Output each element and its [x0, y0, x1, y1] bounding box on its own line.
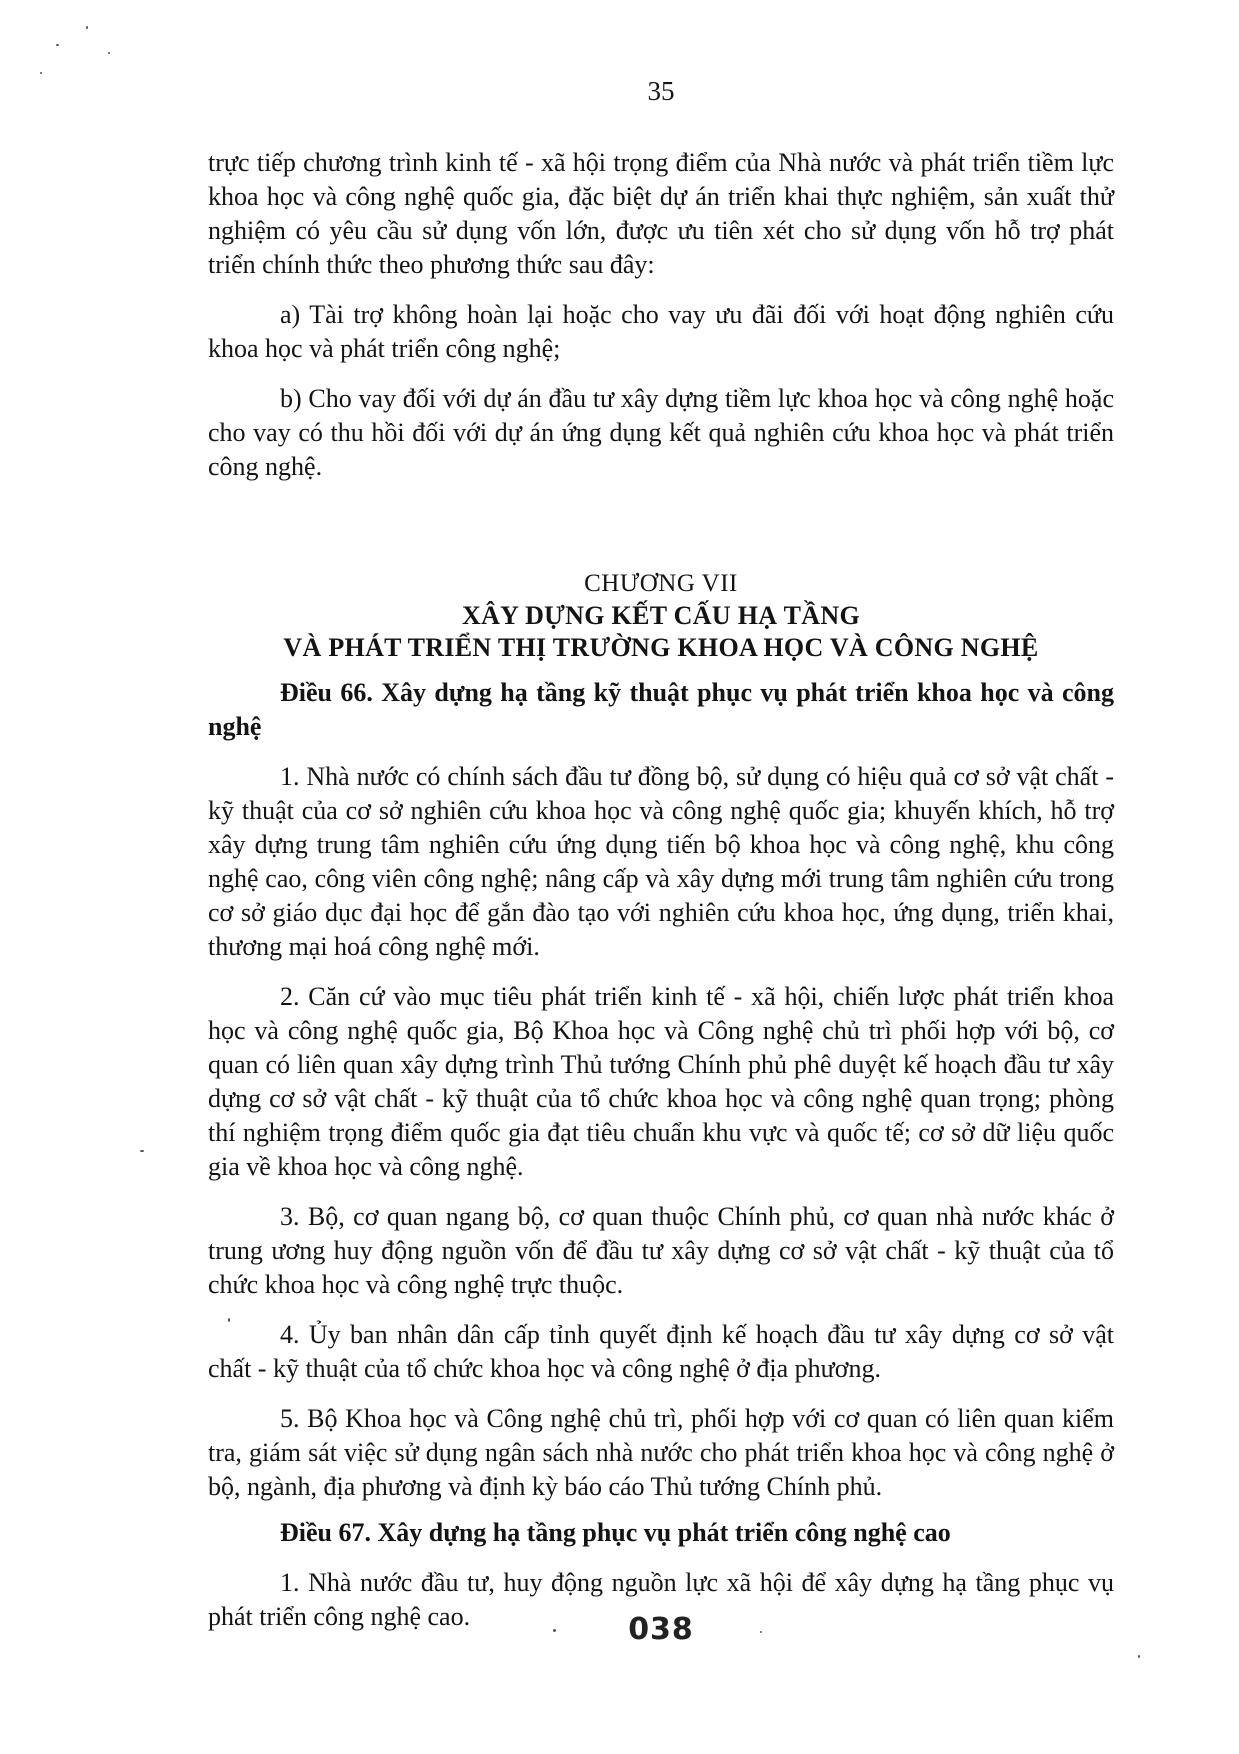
scan-speck: [108, 52, 110, 54]
article-66-heading: Điều 66. Xây dựng hạ tầng kỹ thuật phục vụ phát triển khoa học và công nghệ: [208, 678, 1114, 741]
scan-speck: [228, 1318, 230, 1322]
article-66-clause-5: 5. Bộ Khoa học và Công nghệ chủ trì, phối hợp với cơ quan có liên quan kiểm tra, giám sát việc sử dụng ngân sách nhà nước cho phát triển khoa học và công nghệ ở bộ, ngành, địa phương và định kỳ báo cáo Thủ tướng Chính phủ.: [208, 1404, 1114, 1501]
article-67-heading: Điều 67. Xây dựng hạ tầng phục vụ phát triển công nghệ cao: [280, 1518, 951, 1547]
page-stamp-number: 038: [628, 1612, 694, 1647]
scan-speck: [40, 72, 42, 74]
chapter-header: [208, 568, 1114, 664]
article-66-clause-3: 3. Bộ, cơ quan ngang bộ, cơ quan thuộc Chính phủ, cơ quan nhà nước khác ở trung ương huy động nguồn vốn để đầu tư xây dựng cơ sở vật chất - kỹ thuật của tổ chức khoa học và công nghệ trực thuộc.: [208, 1202, 1114, 1299]
scan-speck: [56, 44, 59, 46]
paragraph-continuation: trực tiếp chương trình kinh tế - xã hội trọng điểm của Nhà nước và phát triển tiềm lực khoa học và công nghệ quốc gia, đặc biệt dự án triển khai thực nghiệm, sản xuất thử nghiệm có yêu cầu sử dụng vốn lớn, được ưu tiên xét cho sử dụng vốn hỗ trợ phát triển chính thức theo phương thức sau đây:: [208, 148, 1114, 279]
page-number: 35: [647, 76, 675, 106]
article-66-clause-2: 2. Căn cứ vào mục tiêu phát triển kinh tế - xã hội, chiến lược phát triển khoa học và công nghệ quốc gia, Bộ Khoa học và Công nghệ chủ trì phối hợp với bộ, cơ quan có liên quan xây dựng trình Thủ tướng Chính phủ phê duyệt kế hoạch đầu tư xây dựng cơ sở vật chất - kỹ thuật của tổ chức khoa học và công nghệ quan trọng; phòng thí nghiệm trọng điểm quốc gia đạt tiêu chuẩn khu vực và quốc tế; cơ sở dữ liệu quốc gia về khoa học và công nghệ.: [208, 982, 1114, 1181]
article-66-clause-4: 4. Ủy ban nhân dân cấp tỉnh quyết định kế hoạch đầu tư xây dựng cơ sở vật chất - kỹ thuật của tổ chức khoa học và công nghệ ở địa phương.: [208, 1320, 1114, 1383]
chapter-title-line2: VÀ PHÁT TRIỂN THỊ TRƯỜNG KHOA HỌC VÀ CÔNG NGHỆ: [283, 633, 1039, 662]
document-body: [208, 146, 1114, 1634]
chapter-title-line1: XÂY DỰNG KẾT CẤU HẠ TẦNG: [462, 601, 860, 630]
paragraph-item-a: a) Tài trợ không hoàn lại hoặc cho vay ưu đãi đối với hoạt động nghiên cứu khoa học và phát triển công nghệ;: [208, 300, 1114, 363]
chapter-label: CHƯƠNG VII: [584, 570, 738, 597]
article-67-clause-1: 1. Nhà nước đầu tư, huy động nguồn lực xã hội để xây dựng hạ tầng phục vụ phát triển công nghệ cao.: [208, 1568, 1114, 1631]
article-66-clause-1: 1. Nhà nước có chính sách đầu tư đồng bộ, sử dụng có hiệu quả cơ sở vật chất - kỹ thuật của cơ sở nghiên cứu khoa học và công nghệ quốc gia; khuyến khích, hỗ trợ xây dựng trung tâm nghiên cứu ứng dụng tiến bộ khoa học và công nghệ, khu công nghệ cao, công viên công nghệ; nâng cấp và xây dựng mới trung tâm nghiên cứu trong cơ sở giáo dục đại học để gắn đào tạo với nghiên cứu khoa học, ứng dụng, triển khai, thương mại hoá công nghệ mới.: [208, 762, 1114, 961]
scan-speck: [86, 26, 88, 29]
scan-speck: [140, 1150, 144, 1152]
scan-speck: [1138, 1655, 1140, 1658]
paragraph-item-b: b) Cho vay đối với dự án đầu tư xây dựng tiềm lực khoa học và công nghệ hoặc cho vay có thu hồi đối với dự án ứng dụng kết quả nghiên cứu khoa học và phát triển công nghệ.: [208, 384, 1114, 481]
scan-speck: [760, 1631, 762, 1633]
scan-speck: [553, 1629, 556, 1632]
